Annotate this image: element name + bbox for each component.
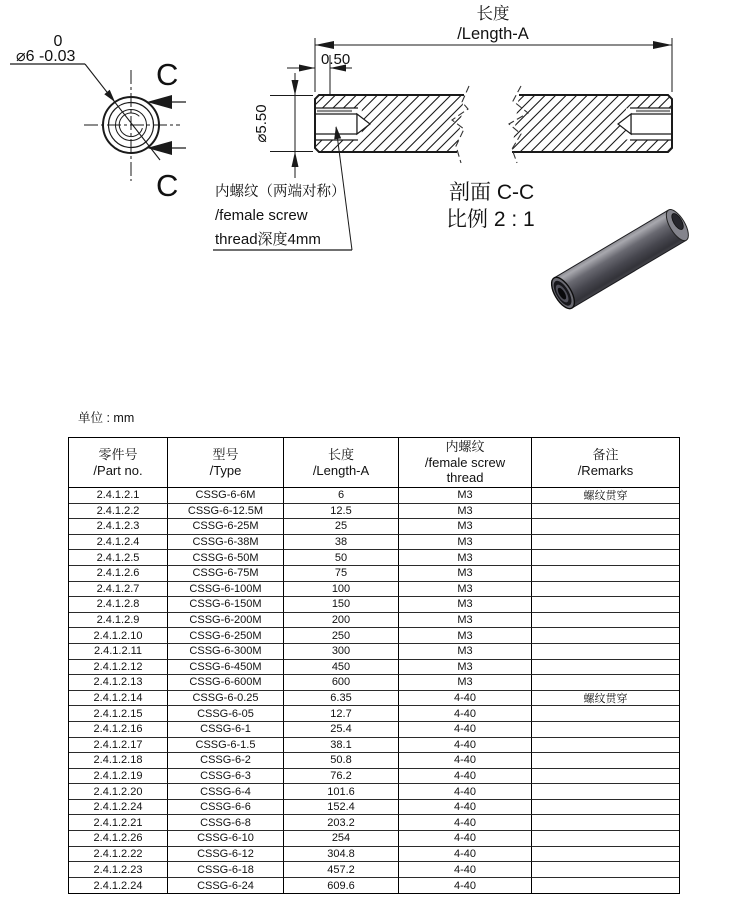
table-cell <box>532 815 679 831</box>
table-cell: CSSG-6-05 <box>168 706 284 722</box>
table-cell <box>532 550 679 566</box>
table-cell: 2.4.1.2.23 <box>69 862 168 878</box>
table-cell <box>532 504 679 520</box>
header-part-no-cn: 零件号 <box>98 446 138 462</box>
table-cell: 2.4.1.2.18 <box>69 753 168 769</box>
table-row <box>69 847 679 863</box>
section-scale: 比例 2 : 1 <box>446 208 535 231</box>
column-header-thread <box>399 438 532 488</box>
table-row <box>69 535 679 551</box>
table-cell: M3 <box>399 597 532 613</box>
table-row <box>69 519 679 535</box>
table-cell: 6 <box>284 488 399 504</box>
table-row <box>69 753 679 769</box>
table-cell: 4-40 <box>399 815 532 831</box>
length-label-cn: 长度 <box>476 5 510 23</box>
chamfer-dim-label: 0.50 <box>321 51 351 68</box>
table-cell: CSSG-6-6M <box>168 488 284 504</box>
table-cell: CSSG-6-10 <box>168 831 284 847</box>
table-cell: M3 <box>399 660 532 676</box>
table-cell: 450 <box>284 660 399 676</box>
bore-dim-label: ⌀5.50 <box>253 104 270 143</box>
table-row <box>69 706 679 722</box>
table-row <box>69 784 679 800</box>
table-cell: CSSG-6-300M <box>168 644 284 660</box>
table-row <box>69 800 679 816</box>
table-row <box>69 644 679 660</box>
table-cell: 2.4.1.2.6 <box>69 566 168 582</box>
table-cell: 2.4.1.2.17 <box>69 738 168 754</box>
table-cell: 2.4.1.2.4 <box>69 535 168 551</box>
table-cell: M3 <box>399 675 532 691</box>
table-cell: 100 <box>284 582 399 598</box>
table-cell: 101.6 <box>284 784 399 800</box>
table-cell: CSSG-6-0.25 <box>168 691 284 707</box>
table-row <box>69 831 679 847</box>
table-cell <box>532 597 679 613</box>
table-cell: 2.4.1.2.26 <box>69 831 168 847</box>
table-cell: CSSG-6-600M <box>168 675 284 691</box>
header-thread-en2: thread <box>446 470 484 486</box>
table-cell: M3 <box>399 566 532 582</box>
table-cell <box>532 706 679 722</box>
table-cell: 4-40 <box>399 706 532 722</box>
table-cell: CSSG-6-75M <box>168 566 284 582</box>
table-cell <box>532 644 679 660</box>
table-cell: CSSG-6-1 <box>168 722 284 738</box>
table-cell: CSSG-6-6 <box>168 800 284 816</box>
table-cell: 203.2 <box>284 815 399 831</box>
table-cell: 2.4.1.2.24 <box>69 800 168 816</box>
table-row <box>69 628 679 644</box>
thread-note-line3: thread深度4mm <box>215 231 321 248</box>
column-header-part-no <box>69 438 168 488</box>
table-cell: 2.4.1.2.21 <box>69 815 168 831</box>
table-row <box>69 550 679 566</box>
thread-note-line2: /female screw <box>215 207 308 224</box>
table-cell: 600 <box>284 675 399 691</box>
section-arrow-top <box>147 95 172 109</box>
length-label-en: /Length-A <box>457 25 529 43</box>
table-cell: 150 <box>284 597 399 613</box>
table-cell: 2.4.1.2.12 <box>69 660 168 676</box>
table-cell: CSSG-6-3 <box>168 769 284 785</box>
table-cell: CSSG-6-25M <box>168 519 284 535</box>
table-cell: CSSG-6-24 <box>168 878 284 894</box>
table-cell: CSSG-6-150M <box>168 597 284 613</box>
column-header-length <box>284 438 399 488</box>
spec-table-header <box>69 438 679 488</box>
table-cell: 76.2 <box>284 769 399 785</box>
table-cell: CSSG-6-12.5M <box>168 504 284 520</box>
table-cell <box>532 582 679 598</box>
table-cell: M3 <box>399 550 532 566</box>
table-cell: 304.8 <box>284 847 399 863</box>
right-hole-mask <box>626 109 671 140</box>
table-cell: 50.8 <box>284 753 399 769</box>
table-cell: 609.6 <box>284 878 399 894</box>
table-cell: 2.4.1.2.7 <box>69 582 168 598</box>
table-cell: M3 <box>399 504 532 520</box>
table-cell: 6.35 <box>284 691 399 707</box>
table-cell: 2.4.1.2.15 <box>69 706 168 722</box>
section-title: 剖面 C-C <box>449 181 535 204</box>
table-cell: 2.4.1.2.14 <box>69 691 168 707</box>
table-cell <box>532 628 679 644</box>
table-cell: 152.4 <box>284 800 399 816</box>
table-cell: 2.4.1.2.22 <box>69 847 168 863</box>
table-cell: 25 <box>284 519 399 535</box>
table-cell: 2.4.1.2.9 <box>69 613 168 629</box>
table-cell: 300 <box>284 644 399 660</box>
table-cell: CSSG-6-4 <box>168 784 284 800</box>
table-cell <box>532 800 679 816</box>
tolerance-upper-label: 0 <box>53 33 63 50</box>
table-row <box>69 738 679 754</box>
table-cell: 38 <box>284 535 399 551</box>
table-cell: 4-40 <box>399 862 532 878</box>
table-cell: 4-40 <box>399 878 532 894</box>
column-header-type <box>168 438 284 488</box>
table-cell: 4-40 <box>399 691 532 707</box>
table-cell: M3 <box>399 644 532 660</box>
spec-table-body <box>69 488 679 893</box>
section-arrow-bottom <box>147 141 172 155</box>
part-3d-render <box>547 206 693 312</box>
table-row <box>69 722 679 738</box>
table-cell: CSSG-6-200M <box>168 613 284 629</box>
table-cell <box>532 862 679 878</box>
section-marker-top-label: C <box>156 57 179 92</box>
table-cell <box>532 769 679 785</box>
table-cell: CSSG-6-12 <box>168 847 284 863</box>
header-thread-en: /female screw <box>424 454 506 470</box>
table-row <box>69 660 679 676</box>
table-cell: CSSG-6-18 <box>168 862 284 878</box>
table-cell: 4-40 <box>399 722 532 738</box>
table-cell: 4-40 <box>399 738 532 754</box>
table-cell: CSSG-6-2 <box>168 753 284 769</box>
table-cell: CSSG-6-450M <box>168 660 284 676</box>
table-cell: 螺纹贯穿 <box>532 691 679 707</box>
table-cell: M3 <box>399 535 532 551</box>
table-row <box>69 597 679 613</box>
table-cell: 12.5 <box>284 504 399 520</box>
table-cell <box>532 675 679 691</box>
header-length-cn: 长度 <box>327 446 354 462</box>
table-cell <box>532 753 679 769</box>
thread-note-line1: 内螺纹（两端对称） <box>215 184 346 200</box>
table-cell: 2.4.1.2.1 <box>69 488 168 504</box>
header-remarks-en: /Remarks <box>577 462 634 478</box>
header-type-en: /Type <box>209 462 242 478</box>
diameter-dim-label: ⌀6 -0.03 <box>16 48 76 65</box>
table-row <box>69 504 679 520</box>
table-row <box>69 582 679 598</box>
table-cell <box>532 878 679 894</box>
table-row <box>69 488 679 504</box>
column-header-remarks <box>532 438 679 488</box>
table-cell <box>532 784 679 800</box>
table-cell: 200 <box>284 613 399 629</box>
table-cell <box>532 535 679 551</box>
table-cell <box>532 722 679 738</box>
table-cell: 2.4.1.2.13 <box>69 675 168 691</box>
table-cell: 4-40 <box>399 847 532 863</box>
table-cell: 4-40 <box>399 784 532 800</box>
header-type-cn: 型号 <box>212 446 239 462</box>
header-remarks-cn: 备注 <box>592 446 619 462</box>
table-cell <box>532 613 679 629</box>
table-cell: 75 <box>284 566 399 582</box>
table-cell <box>532 738 679 754</box>
header-part-no-en: /Part no. <box>93 462 143 478</box>
table-cell: M3 <box>399 582 532 598</box>
table-cell: 4-40 <box>399 800 532 816</box>
table-cell: CSSG-6-8 <box>168 815 284 831</box>
table-row <box>69 769 679 785</box>
table-row <box>69 878 679 894</box>
bore-dimension <box>270 73 313 178</box>
table-row <box>69 613 679 629</box>
table-row <box>69 862 679 878</box>
table-cell: 2.4.1.2.3 <box>69 519 168 535</box>
table-row <box>69 815 679 831</box>
table-cell: 457.2 <box>284 862 399 878</box>
units-label: 单位 : mm <box>78 411 135 425</box>
table-row <box>69 566 679 582</box>
table-cell: 2.4.1.2.10 <box>69 628 168 644</box>
end-view <box>10 64 180 181</box>
table-cell: CSSG-6-100M <box>168 582 284 598</box>
table-cell: CSSG-6-38M <box>168 535 284 551</box>
table-cell: 25.4 <box>284 722 399 738</box>
table-cell: 螺纹贯穿 <box>532 488 679 504</box>
table-cell: M3 <box>399 519 532 535</box>
table-cell: 2.4.1.2.8 <box>69 597 168 613</box>
section-view <box>315 86 672 163</box>
table-cell: 2.4.1.2.16 <box>69 722 168 738</box>
table-cell: 4-40 <box>399 769 532 785</box>
table-cell: 12.7 <box>284 706 399 722</box>
table-cell <box>532 660 679 676</box>
spec-table <box>68 437 680 894</box>
header-length-en: /Length-A <box>312 462 370 478</box>
table-cell <box>532 566 679 582</box>
table-cell: 2.4.1.2.11 <box>69 644 168 660</box>
table-cell <box>532 831 679 847</box>
length-dimension <box>315 38 672 92</box>
table-cell: 4-40 <box>399 831 532 847</box>
table-cell: 2.4.1.2.20 <box>69 784 168 800</box>
table-cell: M3 <box>399 613 532 629</box>
header-thread-cn: 内螺纹 <box>445 438 485 454</box>
table-cell: CSSG-6-250M <box>168 628 284 644</box>
section-marker-bottom-label: C <box>156 168 179 203</box>
table-cell: 254 <box>284 831 399 847</box>
table-cell: M3 <box>399 628 532 644</box>
table-cell: CSSG-6-50M <box>168 550 284 566</box>
table-cell: 2.4.1.2.19 <box>69 769 168 785</box>
table-row <box>69 675 679 691</box>
table-cell <box>532 847 679 863</box>
table-cell <box>532 519 679 535</box>
engineering-drawing <box>0 0 750 400</box>
table-cell: 250 <box>284 628 399 644</box>
table-cell: M3 <box>399 488 532 504</box>
table-cell: 38.1 <box>284 738 399 754</box>
table-cell: CSSG-6-1.5 <box>168 738 284 754</box>
table-row <box>69 691 679 707</box>
table-cell: 50 <box>284 550 399 566</box>
table-cell: 2.4.1.2.2 <box>69 504 168 520</box>
table-cell: 2.4.1.2.5 <box>69 550 168 566</box>
table-cell: 4-40 <box>399 753 532 769</box>
table-cell: 2.4.1.2.24 <box>69 878 168 894</box>
